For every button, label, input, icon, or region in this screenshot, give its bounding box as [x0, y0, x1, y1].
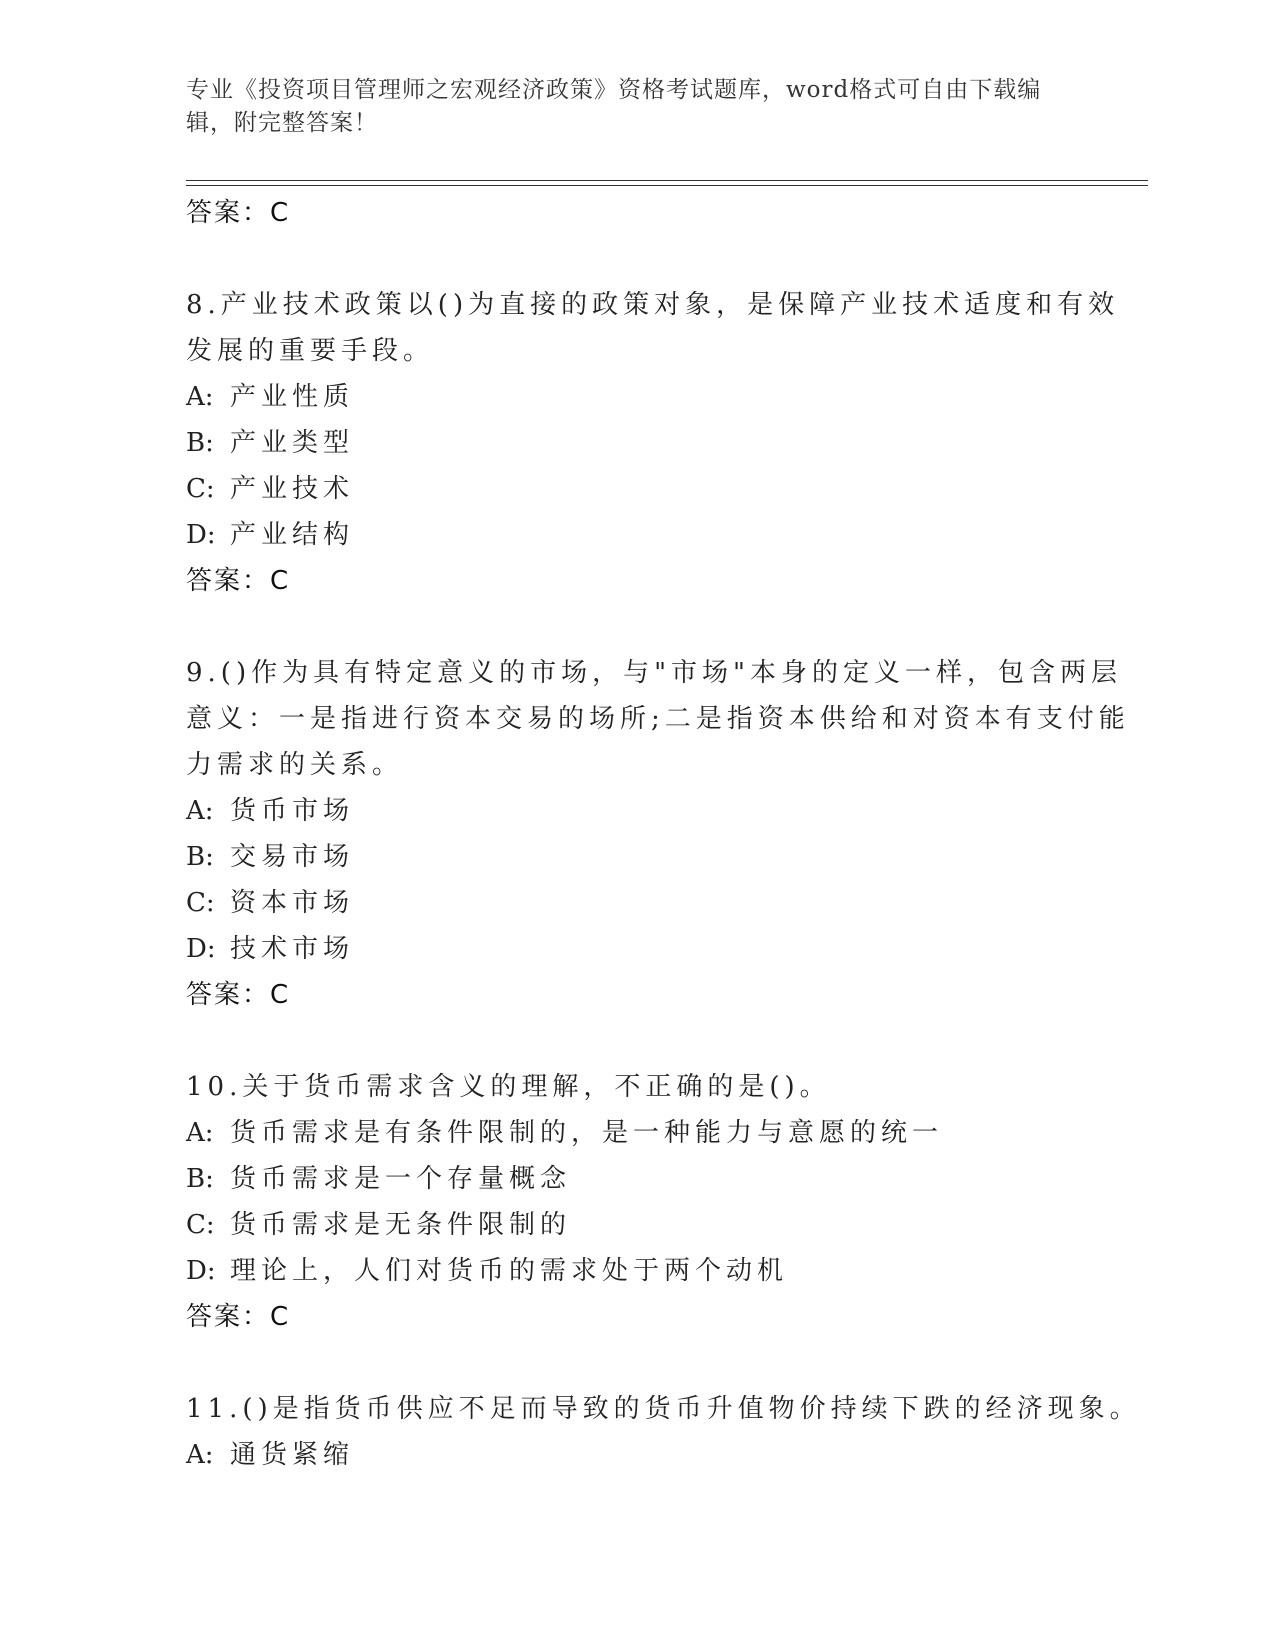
option-text: 货币需求是无条件限制的	[230, 1210, 572, 1240]
option-letter: D:	[186, 520, 216, 550]
option-a	[186, 374, 1086, 420]
question-11	[186, 1386, 1141, 1478]
document-header	[186, 74, 1066, 140]
question-9	[186, 650, 1130, 1018]
option-text: 产业技术	[230, 474, 355, 504]
option-c	[186, 880, 1086, 926]
option-text: 资本市场	[230, 888, 355, 918]
option-b	[186, 834, 1086, 880]
question-stem-line: 力需求的关系。	[186, 750, 404, 780]
spacer	[186, 1340, 1086, 1386]
question-stem-line: 发展的重要手段。	[186, 336, 435, 366]
option-b	[186, 420, 1086, 466]
option-letter: C:	[186, 1210, 215, 1240]
option-letter: B:	[186, 428, 214, 458]
answer-line: 答案：C	[186, 980, 291, 1010]
answer-line: 答案：C	[186, 198, 291, 228]
question-stem-line: 意义：一是指进行资本交易的场所;二是指资本供给和对资本有支付能	[186, 704, 1130, 734]
option-letter: D:	[186, 1256, 216, 1286]
header-line-1: 专业《投资项目管理师之宏观经济政策》资格考试题库，word格式可自由下载编	[186, 77, 1042, 103]
question-stem-line: 8.产业技术政策以()为直接的政策对象，是保障产业技术适度和有效	[186, 290, 1120, 320]
option-d	[186, 926, 1086, 972]
header-rule-bottom	[186, 185, 1148, 186]
option-text: 理论上，人们对货币的需求处于两个动机	[230, 1256, 789, 1286]
header-rule-top	[186, 180, 1148, 181]
option-text: 产业类型	[230, 428, 355, 458]
option-letter: A:	[186, 796, 214, 826]
option-a	[186, 1432, 1086, 1478]
document-body	[186, 190, 1141, 1478]
option-b	[186, 1156, 1086, 1202]
answer-line: 答案：C	[186, 1302, 291, 1332]
spacer	[186, 1018, 1086, 1064]
option-text: 通货紧缩	[230, 1440, 355, 1470]
option-letter: A:	[186, 382, 214, 412]
option-letter: C:	[186, 888, 215, 918]
option-letter: C:	[186, 474, 215, 504]
header-line-2: 辑，附完整答案！	[186, 110, 378, 136]
option-a	[186, 1110, 1086, 1156]
spacer	[186, 604, 1086, 650]
option-text: 技术市场	[230, 934, 355, 964]
option-a	[186, 788, 1086, 834]
question-stem-line: 10.关于货币需求含义的理解，不正确的是()。	[186, 1072, 831, 1102]
spacer	[186, 236, 1086, 282]
question-stem-line: 9.()作为具有特定意义的市场，与"市场"本身的定义一样，包含两层	[186, 658, 1123, 688]
option-text: 产业性质	[230, 382, 355, 412]
option-text: 货币需求是有条件限制的，是一种能力与意愿的统一	[230, 1118, 944, 1148]
option-d	[186, 1248, 1086, 1294]
question-stem-line: 11.()是指货币供应不足而导致的货币升值物价持续下跌的经济现象。	[186, 1394, 1141, 1424]
option-letter: B:	[186, 1164, 214, 1194]
option-d	[186, 512, 1086, 558]
option-text: 货币需求是一个存量概念	[230, 1164, 572, 1194]
option-letter: A:	[186, 1118, 214, 1148]
option-letter: B:	[186, 842, 214, 872]
question-8	[186, 282, 1120, 604]
option-letter: A:	[186, 1440, 214, 1470]
option-letter: D:	[186, 934, 216, 964]
question-10	[186, 1064, 1086, 1340]
option-c	[186, 1202, 1086, 1248]
answer-line: 答案：C	[186, 566, 291, 596]
option-text: 产业结构	[230, 520, 355, 550]
option-c	[186, 466, 1086, 512]
option-text: 货币市场	[230, 796, 355, 826]
option-text: 交易市场	[230, 842, 355, 872]
